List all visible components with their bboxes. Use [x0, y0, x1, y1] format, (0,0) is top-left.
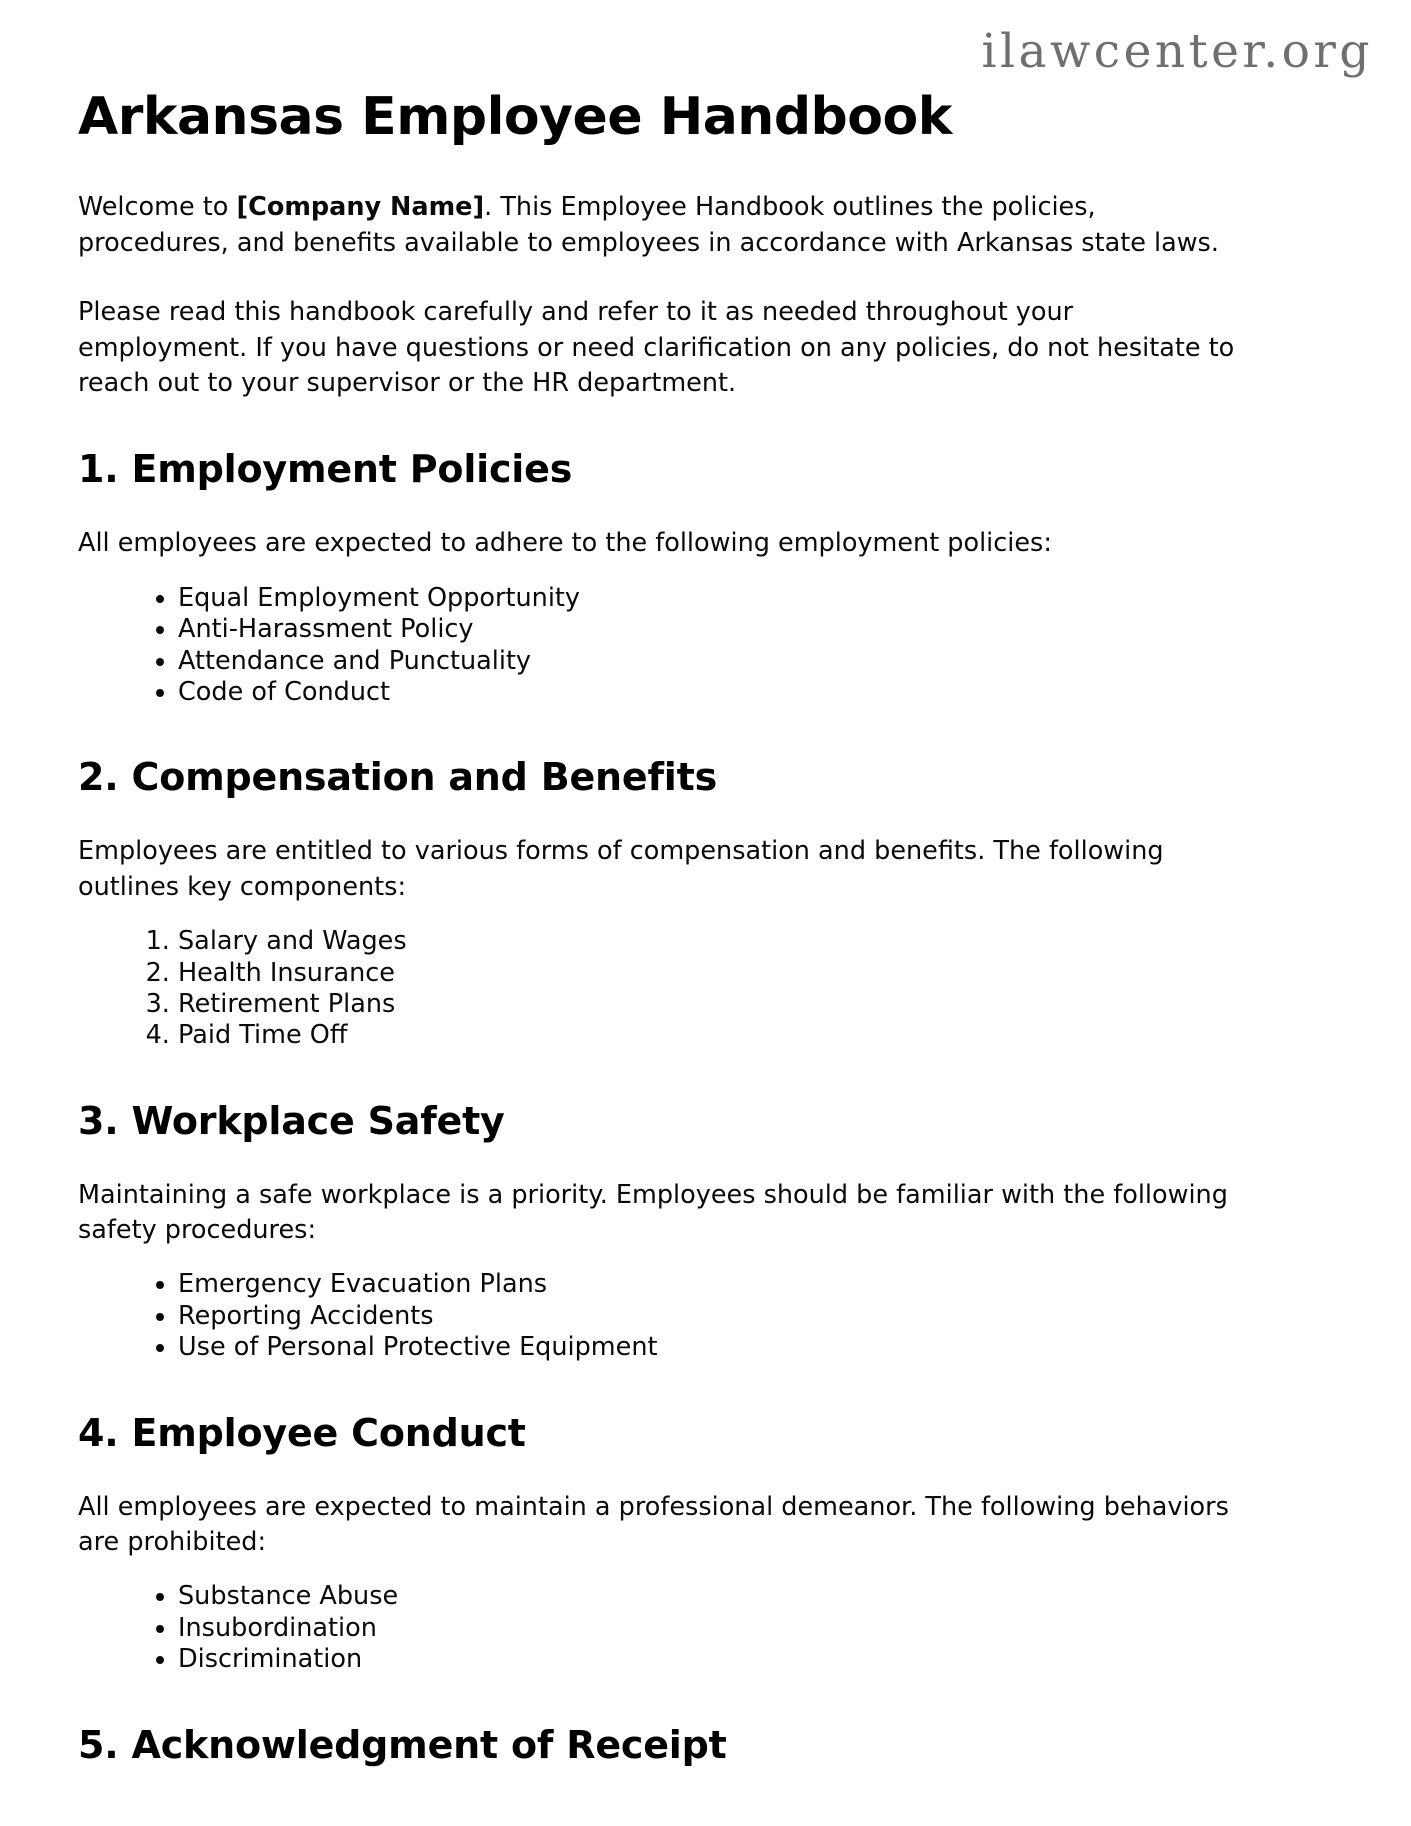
list-item: 1. Salary and Wages [178, 927, 1333, 958]
section-heading-compensation-and-benefits: 2. Compensation and Benefits [78, 755, 717, 800]
list-item: • Attendance and Punctuality [178, 647, 1333, 678]
list-employment-policies [78, 562, 1333, 710]
list-employee-conduct [78, 1560, 1333, 1676]
intro-paragraph-1 [78, 146, 1236, 261]
list-item: • Use of Personal Protective Equipment [178, 1333, 1333, 1364]
welcome-suffix-text: . This Employee Handbook outlines the policies, procedures, and benefits available to employees in accordance with Arkansas state laws. [78, 192, 1219, 258]
site-watermark: ilawcenter.org [981, 24, 1373, 79]
list-item: • Discrimination [178, 1645, 1333, 1676]
list-item: 4. Paid Time Off [178, 1021, 1333, 1052]
list-compensation-and-benefits [78, 905, 1333, 1053]
section-intro-employment-policies: All employees are expected to adhere to the following employment policies: [78, 528, 1052, 559]
list-item: • Reporting Accidents [178, 1302, 1333, 1333]
section-intro-employee-conduct: All employees are expected to maintain a professional demeanor. The following behaviors are prohibited: [78, 1491, 1229, 1557]
list-item: • Code of Conduct [178, 678, 1333, 709]
list-item: 2. Health Insurance [178, 959, 1333, 990]
list-item: • Equal Employment Opportunity [178, 584, 1333, 615]
section-heading-employment-policies: 1. Employment Policies [78, 447, 573, 492]
list-item: 3. Retirement Plans [178, 990, 1333, 1021]
section-intro-workplace-safety: Maintaining a safe workplace is a priority. Employees should be familiar with the following safety procedures: [78, 1179, 1228, 1246]
list-item: • Insubordination [178, 1614, 1333, 1645]
list-workplace-safety [78, 1248, 1333, 1364]
company-name-placeholder: [Company Name] [236, 192, 485, 223]
section-heading-acknowledgment-of-receipt: 5. Acknowledgment of Receipt [78, 1722, 727, 1767]
page-title: Arkansas Employee Handbook [78, 87, 952, 147]
intro-paragraph-2: Please read this handbook carefully and refer to it as needed throughout your employment. If you have questions or need clarification on any policies, do not hesitate to reach out to your supervisor or the HR department. [78, 297, 1235, 398]
section-intro-compensation-and-benefits: Employees are entitled to various forms of compensation and benefits. The following outlines key components: [78, 836, 1164, 902]
section-heading-employee-conduct: 4. Employee Conduct [78, 1410, 526, 1455]
list-item: • Emergency Evacuation Plans [178, 1270, 1333, 1301]
list-item: • Anti-Harassment Policy [178, 615, 1333, 646]
section-heading-workplace-safety: 3. Workplace Safety [78, 1098, 505, 1143]
welcome-prefix-text: Welcome to [78, 192, 237, 223]
list-item: • Substance Abuse [178, 1582, 1333, 1613]
